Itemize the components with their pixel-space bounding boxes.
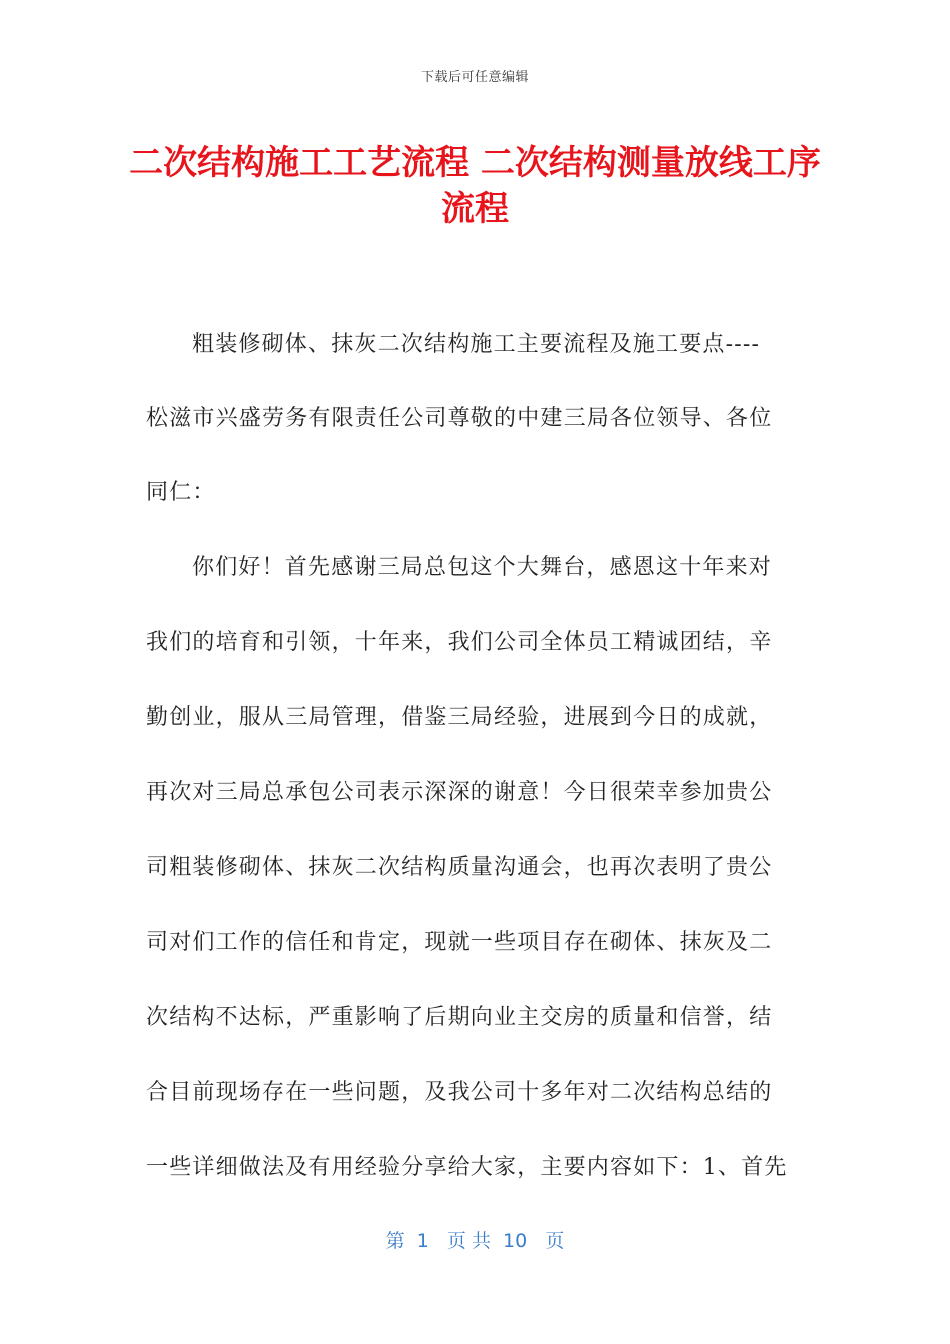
body-line: 同仁： — [146, 480, 216, 505]
page-number-footer: 第 1 页 共 10 页 — [385, 1230, 565, 1252]
body-line: 松滋市兴盛劳务有限责任公司尊敬的中建三局各位领导、各位 — [146, 406, 773, 431]
body-line: 勤创业，服从三局管理，借鉴三局经验，进展到今日的成就， — [146, 705, 773, 730]
body-line: 司对们工作的信任和肯定，现就一些项目存在砌体、抹灰及二 — [146, 930, 773, 955]
body-line: 再次对三局总承包公司表示深深的谢意！今日很荣幸参加贵公 — [146, 780, 773, 805]
body-line: 你们好！首先感谢三局总包这个大舞台，感恩这十年来对 — [192, 555, 773, 580]
header-note: 下载后可任意编辑 — [420, 70, 529, 85]
body-line: 粗装修砌体、抹灰二次结构施工主要流程及施工要点---- — [192, 332, 761, 357]
body-line: 我们的培育和引领，十年来，我们公司全体员工精诚团结，辛 — [146, 630, 773, 655]
document-title: 二次结构施工工艺流程 二次结构测量放线工序流程 — [129, 143, 821, 229]
body-line: 合目前现场存在一些问题，及我公司十多年对二次结构总结的 — [146, 1080, 773, 1105]
body-line: 司粗装修砌体、抹灰二次结构质量沟通会，也再次表明了贵公 — [146, 855, 773, 880]
body-line: 一些详细做法及有用经验分享给大家，主要内容如下：1、首先 — [146, 1155, 788, 1180]
body-line: 次结构不达标，严重影响了后期向业主交房的质量和信誉，结 — [146, 1005, 773, 1030]
